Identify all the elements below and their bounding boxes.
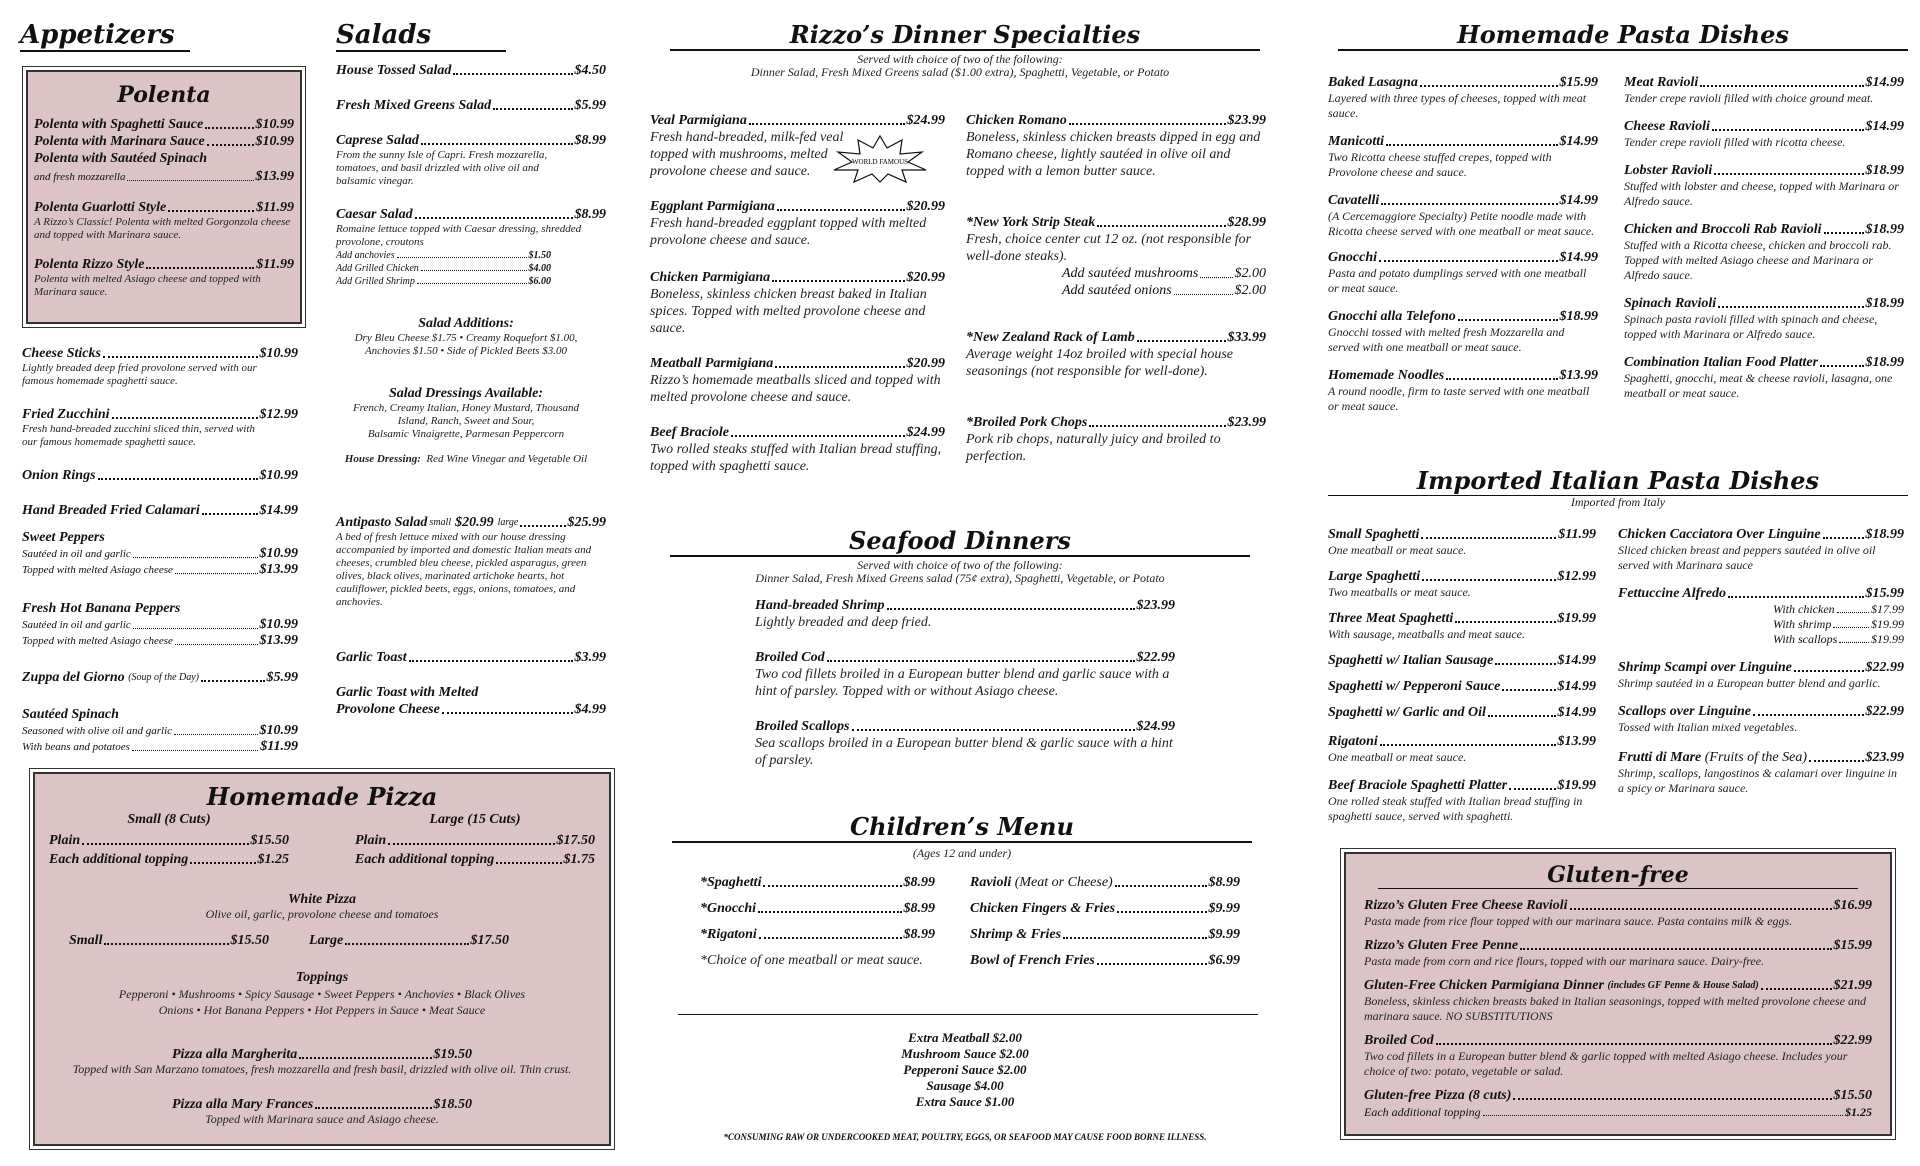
gluten-desc: Pasta made from rice flour topped with our marinara sauce. Pasta contains milk & eggs. xyxy=(1364,914,1793,928)
seafood-item: Broiled Cod $22.99 xyxy=(755,650,1175,665)
polenta-rizzo-desc: Polenta with melted Asiago cheese and topped with Marinara sauce. xyxy=(34,273,261,298)
food-warning: *CONSUMING RAW OR UNDERCOOKED MEAT, POULTRY, EGGS, OR SEAFOOD MAY CAUSE FOOD BORNE ILLNESS. xyxy=(723,1132,1207,1142)
pasta-left xyxy=(1328,74,1598,414)
gluten-item: Gluten-free Pizza (8 cuts) $15.50 xyxy=(1364,1088,1872,1103)
pizza-title: Homemade Pizza xyxy=(206,782,438,811)
specialty-item: Beef Braciole $24.99 xyxy=(650,425,945,440)
imported-desc: Sliced chicken breast and peppers sautéed in olive oil served with Marinara sauce xyxy=(1618,543,1876,572)
imported-desc: Two meatballs or meat sauce. xyxy=(1328,585,1471,599)
children-right xyxy=(970,874,1240,969)
seafood-section xyxy=(670,526,1250,769)
imported-desc: Shrimp, scallops, langostinos & calamari over linguine in a spicy or Marinara sauce. xyxy=(1618,766,1897,795)
antipasto-desc: A bed of fresh lettuce mixed with our house dressing accompanied by imported and domestic Italian meats and cheeses, crumbled bleu cheese, pickled asparagus, green olives, black olives, marinated artichoke hearts, hot cauliflower, pickled beets, eggs, onions, tomatoes, and anchovies. xyxy=(336,531,592,608)
pasta-item: Manicotti $14.99 xyxy=(1328,134,1598,149)
pasta-right xyxy=(1624,74,1904,401)
specialty-desc: Fresh hand-breaded, milk-fed veal topped with mushrooms, melted provolone cheese and sauce. xyxy=(650,130,844,179)
specialty-desc: Boneless, skinless chicken breast baked in Italian spices. Topped with melted provolone cheese and sauce. xyxy=(650,287,927,336)
imported-item: Scallops over Linguine $22.99 xyxy=(1618,704,1904,719)
sweet-peppers-sub: Topped with melted Asiago cheese $13.99 xyxy=(22,562,298,577)
imported-right xyxy=(1618,526,1904,796)
pizza-large-head: Large (15 Cuts) xyxy=(429,812,521,827)
children-item: *Spaghetti $8.99 xyxy=(700,875,935,890)
garlic-toast-provolone: Provolone Cheese $4.99 xyxy=(336,702,606,717)
polenta-spinach-sub: and fresh mozzarella $13.99 xyxy=(34,169,294,184)
alfredo-add: With chicken $17.99 xyxy=(1773,602,1904,616)
seafood-served: Served with choice of two of the following: xyxy=(857,558,1063,572)
children-divider xyxy=(678,1014,1258,1015)
salad-item: Caprese Salad $8.99 xyxy=(336,133,606,148)
white-pizza xyxy=(35,892,609,921)
salad-additions-line: Anchovies $1.50 • Side of Pickled Beets $3.00 xyxy=(364,345,568,357)
gluten-item: Gluten-Free Chicken Parmigiana Dinner (includes GF Penne & House Salad) $21.99 xyxy=(1364,978,1872,993)
gluten-desc: Boneless, skinless chicken breasts baked in Italian seasonings, topped with melted provolone cheese and marinara sauce. NO SUBSTITUTIONS xyxy=(1364,994,1867,1023)
pizza-box xyxy=(33,772,611,1146)
salad-item: House Tossed Salad $4.50 xyxy=(336,63,606,78)
garlic-toast: Garlic Toast $3.99 xyxy=(336,650,606,665)
sauteed-spinach: Sautéed Spinach xyxy=(22,707,119,722)
salad-dressings-title: Salad Dressings Available: xyxy=(388,386,543,401)
children-item: Chicken Fingers & Fries $9.99 xyxy=(970,901,1240,916)
imported-desc: Tossed with Italian mixed vegetables. xyxy=(1618,720,1798,734)
gluten-free-box xyxy=(1344,852,1892,1136)
salad-additions xyxy=(336,316,596,358)
imported-desc: One meatball or meat sauce. xyxy=(1328,750,1467,764)
margherita-desc: Topped with San Marzano tomatoes, fresh mozzarella and fresh basil, drizzled with olive oil. Thin crust. xyxy=(72,1062,572,1076)
appetizer-desc: Lightly breaded deep fried provolone served with our famous homemade spaghetti sauce. xyxy=(22,362,257,387)
pizza-small xyxy=(49,812,289,868)
salads-column xyxy=(336,20,606,718)
seafood-desc: Sea scallops broiled in a European butter blend & garlic sauce with a hint of parsley. xyxy=(755,736,1173,768)
pasta-item: Meat Ravioli $14.99 xyxy=(1624,75,1904,90)
seafood-served: Dinner Salad, Fresh Mixed Greens salad (75¢ extra), Spaghetti, Vegetable, or Potato xyxy=(755,571,1165,585)
appetizer-item: Fried Zucchini $12.99 xyxy=(22,407,298,422)
pasta-desc: (A Cercemaggiore Specialty) Petite noodle made with Ricotta cheese served with one meatball or meat sauce. xyxy=(1328,209,1595,238)
pizza-small-head: Small (8 Cuts) xyxy=(127,812,211,827)
pasta-item: Homemade Noodles $13.99 xyxy=(1328,368,1598,383)
alfredo-add: With scallops $19.99 xyxy=(1773,632,1904,646)
specialty-desc: Two rolled steaks stuffed with Italian bread stuffing, topped with spaghetti sauce. xyxy=(650,442,942,474)
zuppa: Zuppa del Giorno (Soup of the Day) $5.99 xyxy=(22,670,298,685)
specialty-item: Chicken Romano $23.99 xyxy=(966,113,1266,128)
appetizer-item: Onion Rings $10.99 xyxy=(22,468,298,483)
world-famous-text: WORLD FAMOUS xyxy=(851,158,909,166)
seafood-desc: Lightly breaded and deep fried. xyxy=(755,615,932,630)
imported-item: Beef Braciole Spaghetti Platter $19.99 xyxy=(1328,778,1596,793)
pasta-item: Spinach Ravioli $18.99 xyxy=(1624,296,1904,311)
pasta-item: Cavatelli $14.99 xyxy=(1328,193,1598,208)
pizza-item: Each additional topping $1.25 xyxy=(49,852,289,867)
margherita xyxy=(35,1046,609,1076)
specialties-right xyxy=(966,112,1266,465)
specialty-item: *New York Strip Steak $28.99 xyxy=(966,215,1266,230)
imported-desc: Shrimp sautéed in a European butter blend and garlic. xyxy=(1618,676,1881,690)
toppings-line: Pepperoni • Mushrooms • Spicy Sausage • Sweet Peppers • Anchovies • Black Olives xyxy=(118,987,526,1001)
specialty-desc: Fresh hand-breaded eggplant topped with melted provolone cheese and sauce. xyxy=(650,216,927,248)
gluten-item: Broiled Cod $22.99 xyxy=(1364,1033,1872,1048)
extra-item: Sausage $4.00 xyxy=(926,1078,1004,1093)
caesar-add: Add Grilled Shrimp $6.00 xyxy=(336,276,551,287)
pasta-desc: Layered with three types of cheeses, topped with meat sauce. xyxy=(1328,91,1587,120)
polenta-item: Polenta with Sautéed Spinach xyxy=(34,151,208,166)
salad-additions-line: Dry Bleu Cheese $1.75 • Creamy Roquefort $1.00, xyxy=(354,332,578,344)
seafood-item: Hand-breaded Shrimp $23.99 xyxy=(755,598,1175,613)
imported-item: Spaghetti w/ Pepperoni Sauce $14.99 xyxy=(1328,679,1596,694)
steak-add: Add sautéed mushrooms $2.00 xyxy=(1062,266,1266,281)
seafood-item: Broiled Scallops $24.99 xyxy=(755,719,1175,734)
polenta-item: Polenta with Marinara Sauce $10.99 xyxy=(34,134,294,149)
spinach-sub: With beans and potatoes $11.99 xyxy=(22,739,298,754)
specialty-desc: Boneless, skinless chicken breasts dipped in egg and Romano cheese, lightly sautéed in olive oil and topped with a lemon butter sauce. xyxy=(966,130,1261,179)
gluten-item: Rizzo’s Gluten Free Cheese Ravioli $16.99 xyxy=(1364,898,1872,913)
imported-item: Small Spaghetti $11.99 xyxy=(1328,527,1596,542)
polenta-rizzo: Polenta Rizzo Style $11.99 xyxy=(34,257,294,272)
specialty-desc: Fresh, choice center cut 12 oz. (not responsible for well-done steaks). xyxy=(966,232,1252,264)
gluten-topping: Each additional topping $1.25 xyxy=(1364,1105,1872,1119)
specialties-column xyxy=(650,20,1270,1142)
imported-desc: One meatball or meat sauce. xyxy=(1328,543,1467,557)
white-pizza-sizes xyxy=(69,932,589,949)
specialties-title: Rizzo’s Dinner Specialties xyxy=(670,20,1260,51)
imported-item: Large Spaghetti $12.99 xyxy=(1328,569,1596,584)
toppings-line: Onions • Hot Banana Peppers • Hot Peppers in Sauce • Meat Sauce xyxy=(158,1003,486,1017)
antipasto: Antipasto Salad small $20.99 large $25.99 xyxy=(336,515,606,530)
toppings-title: Toppings xyxy=(295,970,349,985)
salad-desc: From the sunny Isle of Capri. Fresh mozzarella, tomatoes, and basil drizzled with olive oil and balsamic vinegar. xyxy=(336,149,548,187)
garlic-toast-provolone: Garlic Toast with Melted xyxy=(336,685,479,700)
pasta-desc: A round noodle, firm to taste served with one meatball or meat sauce. xyxy=(1328,384,1590,413)
sweet-peppers-sub: Sautéed in oil and garlic $10.99 xyxy=(22,546,298,561)
imported-left xyxy=(1328,526,1596,824)
specialty-desc: Average weight 14oz broiled with special house seasonings (not responsible for well-done). xyxy=(966,347,1234,379)
extra-item: Pepperoni Sauce $2.00 xyxy=(903,1062,1027,1077)
specialties-left xyxy=(650,112,945,475)
children-item: *Gnocchi $8.99 xyxy=(700,901,935,916)
appetizer-item: Cheese Sticks $10.99 xyxy=(22,346,298,361)
imported-item: Rigatoni $13.99 xyxy=(1328,734,1596,749)
extras xyxy=(670,1030,1260,1110)
steak-add: Add sautéed onions $2.00 xyxy=(1062,283,1266,298)
specialty-item: Eggplant Parmigiana $20.99 xyxy=(650,199,945,214)
pasta-desc: Spinach pasta ravioli filled with spinach and cheese, topped with Marinara or Alfredo sauce. xyxy=(1624,312,1878,341)
salad-item: Caesar Salad $8.99 xyxy=(336,207,606,222)
spinach-sub: Seasoned with olive oil and garlic $10.99 xyxy=(22,723,298,738)
gluten-item: Rizzo’s Gluten Free Penne $15.99 xyxy=(1364,938,1872,953)
pasta-item: Lobster Ravioli $18.99 xyxy=(1624,163,1904,178)
imported-item: Chicken Cacciatora Over Linguine $18.99 xyxy=(1618,527,1904,542)
imported-desc: One rolled steak stuffed with Italian bread stuffing in spaghetti sauce, served with spaghetti. xyxy=(1328,794,1583,823)
salad-dressings xyxy=(336,386,596,466)
extra-item: Extra Sauce $1.00 xyxy=(915,1094,1015,1109)
pasta-item: Cheese Ravioli $14.99 xyxy=(1624,119,1904,134)
children-item: *Rigatoni $8.99 xyxy=(700,927,935,942)
imported-item: Spaghetti w/ Garlic and Oil $14.99 xyxy=(1328,705,1596,720)
mary-desc: Topped with Marinara sauce and Asiago cheese. xyxy=(205,1112,439,1126)
pizza-item: Each additional topping $1.75 xyxy=(355,852,595,867)
pizza-item: Pizza alla Margherita $19.50 xyxy=(172,1047,472,1062)
specialty-item: Chicken Parmigiana $20.99 xyxy=(650,270,945,285)
pasta-item: Gnocchi alla Telefono $18.99 xyxy=(1328,309,1598,324)
alfredo-add: With shrimp $19.99 xyxy=(1773,617,1904,631)
appetizer-list xyxy=(22,345,298,755)
pasta-desc: Stuffed with a Ricotta cheese, chicken and broccoli rab. Topped with melted Asiago cheese and Marinara or Alfredo sauce. xyxy=(1624,238,1892,282)
salad-item: Fresh Mixed Greens Salad $5.99 xyxy=(336,98,606,113)
hot-peppers-sub: Topped with melted Asiago cheese $13.99 xyxy=(22,633,298,648)
pasta-desc: Tender crepe ravioli filled with ricotta cheese. xyxy=(1624,135,1846,149)
specialties-served: Dinner Salad, Fresh Mixed Greens salad ($1.00 extra), Spaghetti, Vegetable, or Potato xyxy=(750,65,1170,79)
hot-peppers-sub: Sautéed in oil and garlic $10.99 xyxy=(22,617,298,632)
appetizer-desc: Fresh hand-breaded zucchini sliced thin, served with our famous homemade spaghetti sauce. xyxy=(22,423,255,448)
pasta-desc: Pasta and potato dumplings served with one meatball or meat sauce. xyxy=(1328,266,1587,295)
specialty-item: *Broiled Pork Chops $23.99 xyxy=(966,415,1266,430)
polenta-item: Polenta with Spaghetti Sauce $10.99 xyxy=(34,117,294,132)
specialty-item: Meatball Parmigiana $20.99 xyxy=(650,356,945,371)
salad-desc: Romaine lettuce topped with Caesar dressing, shredded provolone, croutons xyxy=(336,223,582,248)
house-dressing: House Dressing: Red Wine Vinegar and Vegetable Oil xyxy=(344,453,588,465)
salad-dressings-line: Island, Ranch, Sweet and Sour, xyxy=(397,415,535,427)
toppings xyxy=(35,970,609,1018)
polenta-guarlotti-desc: A Rizzo’s Classic! Polenta with melted Gorgonzola cheese and topped with Marinara sauce. xyxy=(34,216,291,241)
pasta-item: Gnocchi $14.99 xyxy=(1328,250,1598,265)
extra-item: Mushroom Sauce $2.00 xyxy=(901,1046,1029,1061)
children-ages: (Ages 12 and under) xyxy=(912,846,1012,860)
polenta-title: Polenta xyxy=(117,82,211,108)
imported-item: Spaghetti w/ Italian Sausage $14.99 xyxy=(1328,653,1596,668)
pizza-item: Small $15.50 xyxy=(69,933,269,948)
white-pizza-title: White Pizza xyxy=(287,892,357,907)
pasta-item: Combination Italian Food Platter $18.99 xyxy=(1624,355,1904,370)
polenta-guarlotti: Polenta Guarlotti Style $11.99 xyxy=(34,200,294,215)
salad-dressings-line: Balsamic Vinaigrette, Parmesan Peppercorn xyxy=(367,428,565,440)
salad-dressings-line: French, Creamy Italian, Honey Mustard, Thousand xyxy=(352,402,580,414)
pasta-desc: Gnocchi tossed with melted fresh Mozzarella and served with one meatball or meat sauce. xyxy=(1328,325,1565,354)
pasta-item: Chicken and Broccoli Rab Ravioli $18.99 xyxy=(1624,222,1904,237)
imported-title: Imported Italian Pasta Dishes xyxy=(1328,466,1908,496)
hot-peppers: Fresh Hot Banana Peppers xyxy=(22,601,181,616)
children-item: Bowl of French Fries $6.99 xyxy=(970,953,1240,968)
appetizers-title: Appetizers xyxy=(20,20,190,52)
imported-subtitle: Imported from Italy xyxy=(1570,495,1666,509)
children-left xyxy=(700,874,935,969)
appetizer-item: Hand Breaded Fried Calamari $14.99 xyxy=(22,503,298,518)
imported-item: Frutti di Mare (Fruits of the Sea) $23.99 xyxy=(1618,750,1904,765)
polenta-box xyxy=(26,70,302,324)
children-choice: *Choice of one meatball or meat sauce. xyxy=(700,953,923,968)
pizza-item: Plain $17.50 xyxy=(355,833,595,848)
children-title: Children’s Menu xyxy=(672,812,1252,843)
appetizers-column xyxy=(20,20,300,754)
imported-section xyxy=(1328,466,1908,823)
imported-item: Fettuccine Alfredo $15.99 xyxy=(1618,586,1904,601)
pasta-item: Baked Lasagna $15.99 xyxy=(1328,75,1598,90)
pizza-item: Plain $15.50 xyxy=(49,833,289,848)
pasta-desc: Two Ricotta cheese stuffed crepes, topped with Provolone cheese and sauce. xyxy=(1328,150,1552,179)
seafood-title: Seafood Dinners xyxy=(670,526,1250,557)
salads-title: Salads xyxy=(336,20,506,52)
caesar-add: Add anchovies $1.50 xyxy=(336,250,551,261)
extra-item: Extra Meatball $2.00 xyxy=(908,1030,1022,1045)
gluten-free-title: Gluten-free xyxy=(1378,862,1858,889)
pasta-column xyxy=(1328,20,1908,823)
pasta-title: Homemade Pasta Dishes xyxy=(1338,20,1908,51)
sweet-peppers: Sweet Peppers xyxy=(22,530,105,545)
white-pizza-desc: Olive oil, garlic, provolone cheese and tomatoes xyxy=(205,907,439,921)
gluten-desc: Pasta made from corn and rice flours, topped with our marinara sauce. Dairy-free. xyxy=(1364,954,1765,968)
world-famous-badge-icon xyxy=(830,134,930,184)
pizza-item: Pizza alla Mary Frances $18.50 xyxy=(172,1097,472,1112)
pizza-item: Large $17.50 xyxy=(309,933,509,948)
specialty-desc: Rizzo’s homemade meatballs sliced and topped with melted provolone cheese and sauce. xyxy=(650,373,941,405)
pasta-desc: Tender crepe ravioli filled with choice ground meat. xyxy=(1624,91,1874,105)
mary-frances xyxy=(35,1096,609,1126)
caesar-add: Add Grilled Chicken $4.00 xyxy=(336,263,551,274)
salad-additions-title: Salad Additions: xyxy=(418,316,514,331)
imported-item: Three Meat Spaghetti $19.99 xyxy=(1328,611,1596,626)
children-item: Ravioli (Meat or Cheese) $8.99 xyxy=(970,875,1240,890)
pasta-desc: Spaghetti, gnocchi, meat & cheese ravioli, lasagna, one meatball or meat sauce. xyxy=(1624,371,1893,400)
specialty-item: *New Zealand Rack of Lamb $33.99 xyxy=(966,330,1266,345)
children-section xyxy=(672,812,1252,968)
gluten-desc: Two cod fillets in a European butter blend & garlic topped with melted Asiago cheese. Includes your choice of two: potato, vegetable or salad. xyxy=(1364,1049,1848,1078)
specialty-desc: Pork rib chops, naturally juicy and broiled to perfection. xyxy=(966,432,1221,464)
pasta-desc: Stuffed with lobster and cheese, topped with Marinara or Alfredo sauce. xyxy=(1624,179,1899,208)
seafood-desc: Two cod fillets broiled in a European butter blend and garlic sauce with a hint of parsley. Topped with or without Asiago cheese. xyxy=(755,667,1170,699)
imported-item: Shrimp Scampi over Linguine $22.99 xyxy=(1618,660,1904,675)
specialty-item: Veal Parmigiana $24.99 xyxy=(650,113,945,128)
pizza-large xyxy=(355,812,595,868)
specialties-served: Served with choice of two of the following: xyxy=(857,52,1063,66)
children-item: Shrimp & Fries $9.99 xyxy=(970,927,1240,942)
imported-desc: With sausage, meatballs and meat sauce. xyxy=(1328,627,1525,641)
